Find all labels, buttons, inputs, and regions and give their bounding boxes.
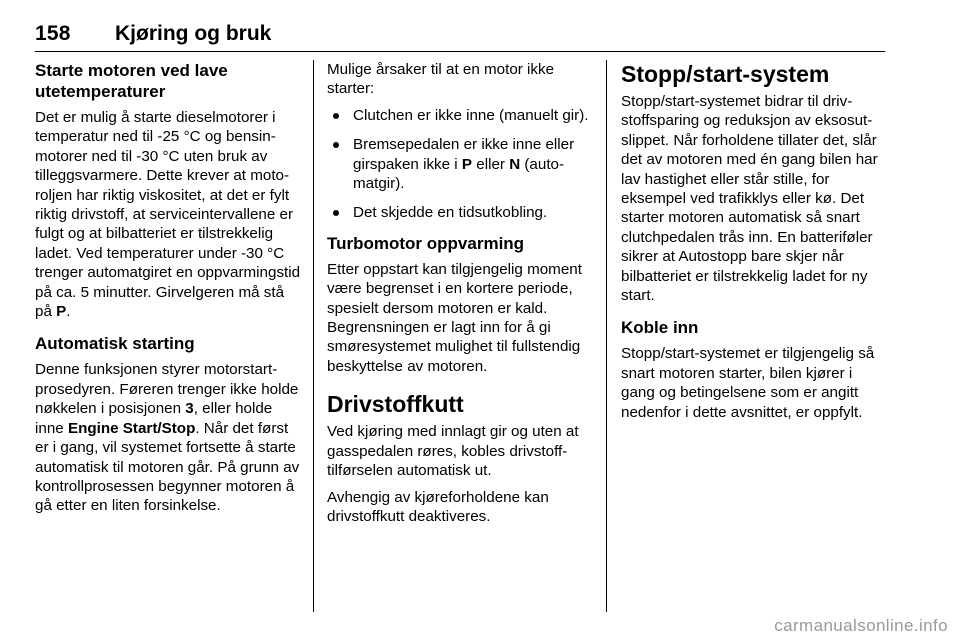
bullet-icon <box>333 210 339 216</box>
page-header <box>35 22 885 50</box>
list-item: Bremsepedalen er ikke inne eller girspaken ikke i P eller N (automatgir). <box>327 135 593 193</box>
paragraph-fuel-cut-1: Ved kjøring med innlagt gir og uten at gasspedalen røres, kobles drivstofftilførselen automatisk ut. <box>327 423 579 480</box>
paragraph-stop-start: Stopp/start-systemet bidrar til drivstoffsparing og reduksjon av eksosutslippet. Når forholdene tillater det, slår det av motoren med én gang bilen har lav hastighet eller står stille, for eksempel ved trafikklys eller kø. Det starter motoren automatisk så snart clutchpedalen trås inn. En batteriføler sikrer at Autostopp bare skjer når bilbatteriet er tilstrekkelig ladet for ny start. <box>621 93 878 305</box>
heading-activate: Koble inn <box>621 318 699 338</box>
watermark: carmanualsonline.info <box>774 616 948 635</box>
bullet-icon <box>333 142 339 148</box>
heading-auto-start: Automatisk starting <box>35 334 195 354</box>
column-3 <box>621 60 887 429</box>
section-title: Kjøring og bruk <box>115 22 272 45</box>
column-divider-2 <box>606 60 607 612</box>
paragraph-auto-start: Denne funksjonen styrer motorstartprosedyren. Føreren trenger ikke holde nøkkelen i posisjonen 3, eller holde inne Engine Start/Stop. Når det først er i gang, vil systemet fortsette å starte automatisk til motoren går. På grunn av kontrollprosessen begynner motoren å gå etter en liten forsinkelse. <box>35 361 300 515</box>
paragraph-activate: Stopp/start-systemet er tilgjengelig så snart motoren starter, bilen kjører i gang og betingelsene som er angitt nedenfor i dette avsnittet, er oppfylt. <box>621 345 875 421</box>
column-divider-1 <box>313 60 314 612</box>
header-rule <box>35 51 885 52</box>
gear-p-label: P <box>56 303 67 321</box>
paragraph-fuel-cut-2: Avhengig av kjøreforholdene kan drivstoffkutt deaktiveres. <box>327 488 549 525</box>
engine-start-stop-label: Engine Start/Stop <box>67 419 196 437</box>
heading-stop-start: Stopp/start-system <box>621 61 830 87</box>
heading-cold-start: Starte motoren ved lave utetemperaturer <box>35 61 228 101</box>
key-position-label: 3 <box>185 400 194 418</box>
bullet-icon <box>333 113 339 119</box>
paragraph-causes-intro: Mulige årsaker til at en motor ikke starter: <box>327 61 555 98</box>
causes-list <box>327 106 593 223</box>
list-item: Clutchen er ikke inne (manuelt gir). <box>327 106 593 125</box>
heading-turbo: Turbomotor oppvarming <box>327 233 525 253</box>
column-2 <box>327 60 593 533</box>
column-1 <box>35 60 301 523</box>
list-item: Det skjedde en tidsutkobling. <box>327 203 593 222</box>
page-number: 158 <box>35 22 71 45</box>
paragraph-turbo: Etter oppstart kan tilgjengelig moment være begrenset i en kortere periode, spesielt dersom motoren er kald. Begrensningen er lagt inn for å gi smøresystemet mulighet til fullstendig beskyttelse av motoren. <box>327 260 582 375</box>
heading-fuel-cut: Drivstoffkutt <box>327 391 464 418</box>
paragraph-cold-start: Det er mulig å starte dieselmotorer i temperatur ned til -25 °C og bensinmotorer ned til -30 °C uten bruk av tilleggsvarmere. Dette krever at motoroljen har riktig viskositet, at det er fylt riktig drivstoff, at serviceintervallene er fulgt og at bilbatteriet er tilstrekkelig ladet. Ved temperaturer under -30 °C trenger automatgiret en oppvarmingstid på ca. 5 minutter. Girvelgeren må stå på P. <box>35 109 301 321</box>
